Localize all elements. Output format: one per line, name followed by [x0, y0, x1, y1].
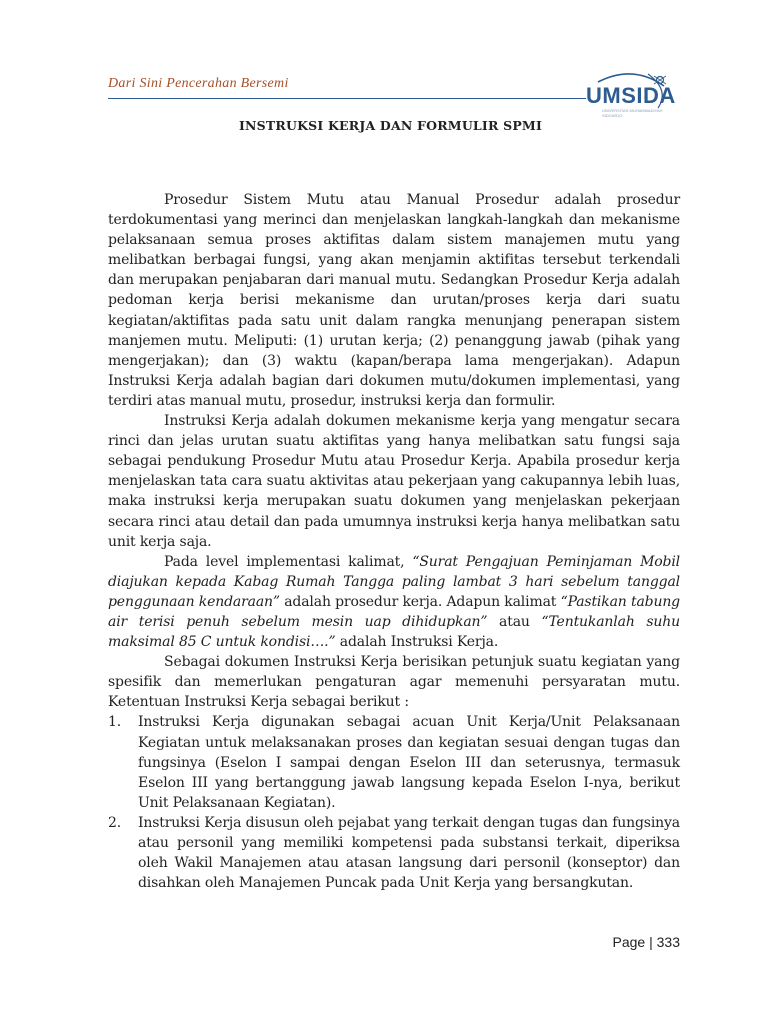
paragraph-1: Prosedur Sistem Mutu atau Manual Prosedur adalah prosedur terdokumentasi yang merinci dan menjelaskan langkah-langkah dan mekanisme pelaksanaan semua proses aktifitas dalam sistem manajemen mutu yang melibatkan berbagai fungsi, yang akan menjamin aktifitas tersebut terkendali dan merupakan penjabaran dari manual mutu. Sedangkan Prosedur Kerja adalah pedoman kerja berisi mekanisme dan urutan/proses kerja dari suatu kegiatan/aktifitas pada satu unit dalam rangka menunjang penerapan sistem manjemen mutu. Meliputi: (1) urutan kerja; (2) penanggung jawab (pihak yang mengerjakan); dan (3) waktu (kapan/berapa lama mengerjakan). Adapun Instruksi Kerja adalah bagian dari dokumen mutu/dokumen implementasi, yang terdiri atas manual mutu, prosedur, instruksi kerja dan formulir.: [108, 192, 680, 409]
umsida-logo: [578, 70, 676, 118]
logo-subtext: UNIVERSITAS MUHAMMADIYAH SIDOARJO: [602, 108, 663, 118]
provisions-list: [108, 712, 680, 893]
paragraph-3-text-a: Pada level implementasi kalimat,: [164, 553, 413, 570]
quote-1: “Surat Pengajuan Peminjaman Mobil diajukan kepada Kabag Rumah Tangga paling lambat 3 hari sebelum tanggal penggunaan kendaraan”: [108, 553, 680, 610]
quote-2: “Pastikan tabung air terisi penuh sebelum mesin uap dihidupkan”: [108, 593, 680, 630]
paragraph-4: Sebagai dokumen Instruksi Kerja berisikan petunjuk suatu kegiatan yang spesifik dan memerlukan pengaturan agar memenuhi persyaratan mutu. Ketentuan Instruksi Kerja sebagai berikut :: [108, 654, 680, 711]
header-rule: [108, 98, 586, 99]
list-item-number: 2.: [108, 814, 122, 831]
logo-wordmark: UMSIDA: [586, 83, 676, 108]
page-number: Page | 333: [612, 934, 680, 950]
quote-3: “Tentukanlah suhu maksimal 85 C untuk kondisi….”: [108, 613, 680, 651]
header-tagline: Dari Sini Pencerahan Bersemi: [108, 76, 289, 91]
list-item: [108, 712, 680, 812]
page-header: [108, 70, 676, 118]
paragraph-3-text-b: adalah prosedur kerja. Adapun kalimat: [279, 593, 561, 610]
paragraph-2: Instruksi Kerja adalah dokumen mekanisme kerja yang mengatur secara rinci dan jelas urutan suatu aktifitas yang hanya melibatkan satu fungsi saja sebagai pendukung Prosedur Mutu atau Prosedur Kerja. Apabila prosedur kerja menjelaskan tata cara suatu aktivitas atau pekerjaan yang cakupannya lebih luas, maka instruksi kerja merupakan suatu dokumen yang menjelaskan pekerjaan secara rinci atau detail dan pada umumnya instruksi kerja hanya melibatkan satu unit kerja saja.: [108, 413, 680, 550]
list-item-text: Instruksi Kerja disusun oleh pejabat yang terkait dengan tugas dan fungsinya atau personil yang memiliki kompetensi pada substansi terkait, diperiksa oleh Wakil Manajemen atau atasan langsung dari personil (konseptor) dan disahkan oleh Manajemen Puncak pada Unit Kerja yang bersangkutan.: [138, 814, 680, 892]
paragraph-3-text-d: adalah Instruksi Kerja.: [335, 634, 499, 651]
list-item-number: 1.: [108, 714, 122, 731]
list-item: [108, 813, 680, 893]
page-title: INSTRUKSI KERJA DAN FORMULIR SPMI: [238, 118, 543, 133]
paragraph-3: [108, 552, 680, 652]
list-item-text: Instruksi Kerja digunakan sebagai acuan Unit Kerja/Unit Pelaksanaan Kegiatan untuk melaksanakan proses dan kegiatan sesuai dengan tugas dan fungsinya (Eselon I sampai dengan Eselon III dan seterusnya, termasuk Eselon III yang bertanggung jawab langsung kepada Eselon I-nya, berikut Unit Pelaksanaan Kegiatan).: [138, 714, 680, 811]
paragraph-3-text-c: atau: [487, 613, 542, 630]
document-body: [108, 190, 680, 893]
